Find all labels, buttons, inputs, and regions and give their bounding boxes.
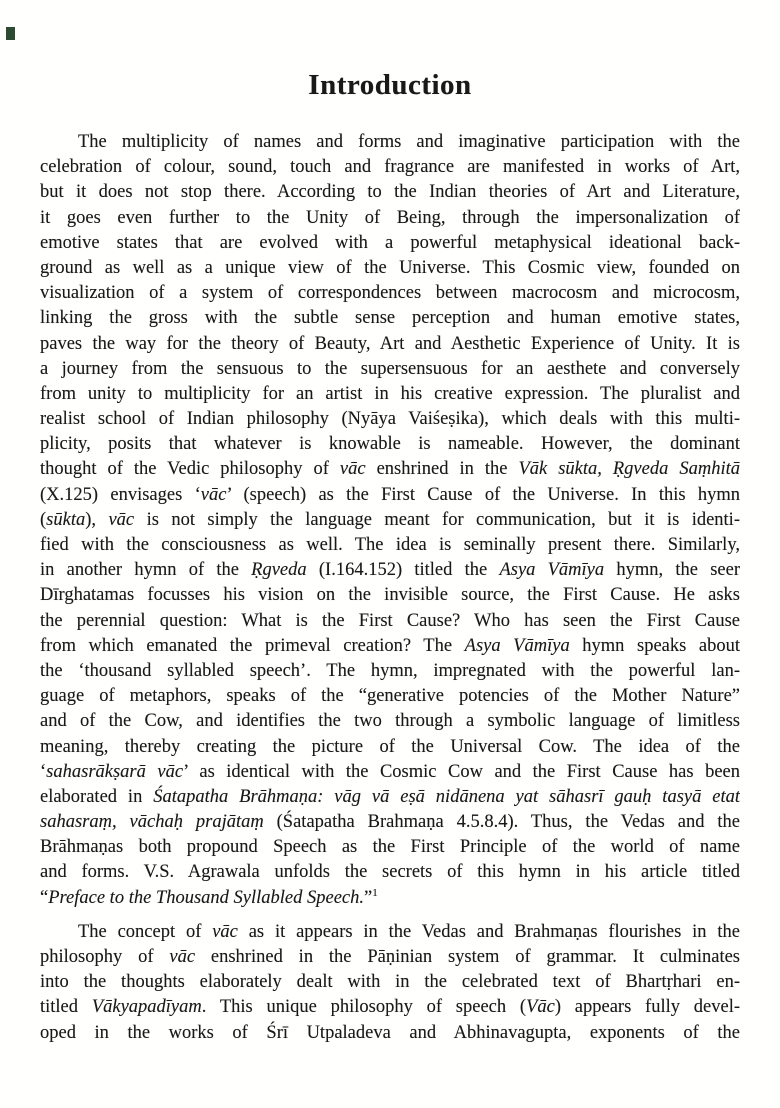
text-run: The concept of	[78, 921, 213, 942]
text-run: but it does not stop there. According to the Indian theories of Art and Literature,	[40, 182, 740, 203]
text-line	[40, 995, 740, 1020]
text-line	[40, 533, 740, 558]
text-line	[40, 609, 740, 634]
text-run: titled	[40, 997, 92, 1018]
text-run: ’ (speech) as the First Cause of the Universe. In this hymn	[226, 484, 740, 505]
text-run: “	[40, 887, 49, 908]
text-line	[40, 945, 740, 970]
text-run: a journey from the sensuous to the supersensuous for an aesthete and conversely	[40, 358, 740, 379]
text-run: is not simply the language meant for communication, but it is identi-	[134, 509, 740, 530]
page-title: Introduction	[308, 69, 472, 101]
italic-run: vāc	[169, 947, 196, 967]
text-line	[40, 457, 740, 482]
text-line	[40, 508, 740, 533]
text-line	[40, 835, 740, 860]
text-line	[40, 735, 740, 760]
text-run: from which emanated the primeval creation? The	[40, 635, 465, 656]
text-run: thought of the Vedic philosophy of	[40, 459, 340, 480]
text-line	[40, 256, 740, 281]
text-line	[40, 407, 740, 432]
text-line	[40, 920, 740, 945]
text-run: celebration of colour, sound, touch and fragrance are manifested in works of Art,	[40, 157, 740, 178]
text-run: ’ as identical with the Cosmic Cow and the First Cause has been	[183, 761, 740, 782]
text-line	[40, 1021, 740, 1046]
text-run: linking the gross with the subtle sense perception and human emotive states,	[40, 308, 740, 329]
text-run: elaborated in	[40, 786, 154, 807]
text-run: fied with the consciousness as well. The idea is seminally present there. Similarly,	[40, 535, 740, 555]
text-line	[40, 659, 740, 684]
text-run: ‘	[40, 761, 47, 782]
italic-run: Śatapatha Brāhmaṇa: vāg vā eṣā nidānena yat sāhasrī gauḥ tasyā etat	[153, 786, 740, 807]
text-run: enshrined in the	[365, 459, 519, 480]
italic-run: vāc	[339, 459, 366, 480]
text-line	[40, 483, 740, 508]
text-line	[40, 760, 740, 785]
italic-run: Vāk sūkta, Ṛgveda Saṃhitā	[518, 459, 740, 480]
text-run: (I.164.152) titled the	[306, 560, 500, 581]
italic-run: vāc	[212, 921, 238, 942]
text-line	[40, 810, 740, 835]
text-run: paves the way for the theory of Beauty, Art and Aesthetic Experience of Unity. It is	[40, 333, 740, 354]
text-run: plicity, posits that whatever is knowable is nameable. However, the dominant	[40, 434, 740, 455]
text-line	[40, 281, 740, 306]
text-line	[40, 970, 740, 995]
text-line	[40, 332, 740, 357]
text-run: Dīrghatamas focusses his vision on the invisible source, the First Cause. He asks	[40, 585, 740, 606]
text-run: the perennial question: What is the First Cause? Who has seen the First Cause	[40, 610, 740, 631]
italic-run: sahasraṃ, vāchaḥ prajātaṃ	[40, 812, 264, 833]
text-run: ground as well as a unique view of the Universe. This Cosmic view, founded on	[40, 257, 740, 278]
text-run: ),	[85, 509, 109, 530]
text-run: Brāhmaṇas both propound Speech as the First Principle of the world of name	[40, 837, 740, 858]
body-paragraph-1	[40, 130, 740, 911]
text-run: from unity to multiplicity for an artist in his creative expression. The pluralist and	[40, 383, 740, 404]
text-line	[40, 130, 740, 155]
text-run: and forms. V.S. Agrawala unfolds the secrets of this hymn in his article titled	[40, 862, 740, 883]
text-run: as it appears in the Vedas and Brahmaṇas flourishes in the	[237, 921, 740, 942]
text-line	[40, 634, 740, 659]
text-line	[40, 709, 740, 734]
text-line	[40, 785, 740, 810]
text-line	[40, 558, 740, 583]
italic-run: vāc	[108, 509, 135, 530]
text-run: philosophy of	[40, 947, 170, 967]
italic-run: Preface to the Thousand Syllabled Speech.	[48, 887, 365, 908]
text-run: guage of metaphors, speaks of the “generative potencies of the Mother Nature”	[40, 686, 740, 707]
text-run: hymn, the seer	[604, 560, 740, 581]
text-line	[40, 357, 740, 382]
text-run: visualization of a system of correspondences between macrocosm and microcosm,	[40, 283, 740, 304]
text-run: enshrined in the Pāṇinian system of grammar. It culminates	[195, 947, 740, 967]
italic-run: vāc	[200, 484, 227, 505]
text-line	[40, 684, 740, 709]
text-run: (X.125) envisages ‘	[40, 484, 201, 505]
text-run: in another hymn of the	[40, 560, 252, 581]
text-line	[40, 206, 740, 231]
italic-run: Ṛgveda	[251, 560, 307, 581]
text-run: . This unique philosophy of speech (	[201, 997, 527, 1018]
text-run: hymn speaks about	[569, 635, 740, 656]
text-run: (	[40, 509, 47, 530]
text-run: The multiplicity of names and forms and imaginative participation with the	[78, 132, 740, 152]
italic-run: sūkta	[46, 509, 86, 530]
text-run: it goes even further to the Unity of Being, through the impersonalization of	[40, 207, 740, 228]
page-body	[40, 130, 740, 1046]
text-line	[40, 306, 740, 331]
text-run: the ‘thousand syllabled speech’. The hymn, impregnated with the powerful lan-	[40, 660, 740, 681]
text-line	[40, 180, 740, 205]
italic-run: Asya Vāmīya	[499, 560, 605, 581]
text-line	[40, 231, 740, 256]
scan-artifact-mark	[6, 27, 15, 40]
text-run: ) appears fully devel-	[554, 997, 740, 1018]
text-line	[40, 382, 740, 407]
italic-run: sahasrākṣarā vāc	[46, 761, 184, 782]
text-line	[40, 860, 740, 885]
italic-run: Vākyapadīyam	[91, 997, 202, 1018]
text-line	[40, 886, 740, 911]
text-run: into the thoughts elaborately dealt with in the celebrated text of Bhartṛhari en-	[40, 972, 740, 993]
text-run: and of the Cow, and identifies the two through a symbolic language of limitless	[40, 711, 740, 732]
text-run: (Śatapatha Brahmaṇa 4.5.8.4). Thus, the Vedas and the	[263, 812, 740, 833]
text-line	[40, 432, 740, 457]
text-line	[40, 155, 740, 180]
text-line	[40, 583, 740, 608]
text-run: emotive states that are evolved with a powerful metaphysical ideational back-	[40, 232, 740, 253]
italic-run: Vāc	[526, 997, 555, 1018]
italic-run: Asya Vāmīya	[464, 635, 570, 656]
footnote-ref: 1	[372, 886, 378, 899]
text-run: oped in the works of Śrī Utpaladeva and Abhinavagupta, exponents of the	[40, 1022, 740, 1043]
text-run: meaning, thereby creating the picture of the Universal Cow. The idea of the	[40, 736, 740, 757]
body-paragraph-2	[40, 920, 740, 1046]
text-run: realist school of Indian philosophy (Nyāya Vaiśeṣika), which deals with this multi-	[40, 409, 740, 430]
text-run: ”	[364, 887, 373, 908]
